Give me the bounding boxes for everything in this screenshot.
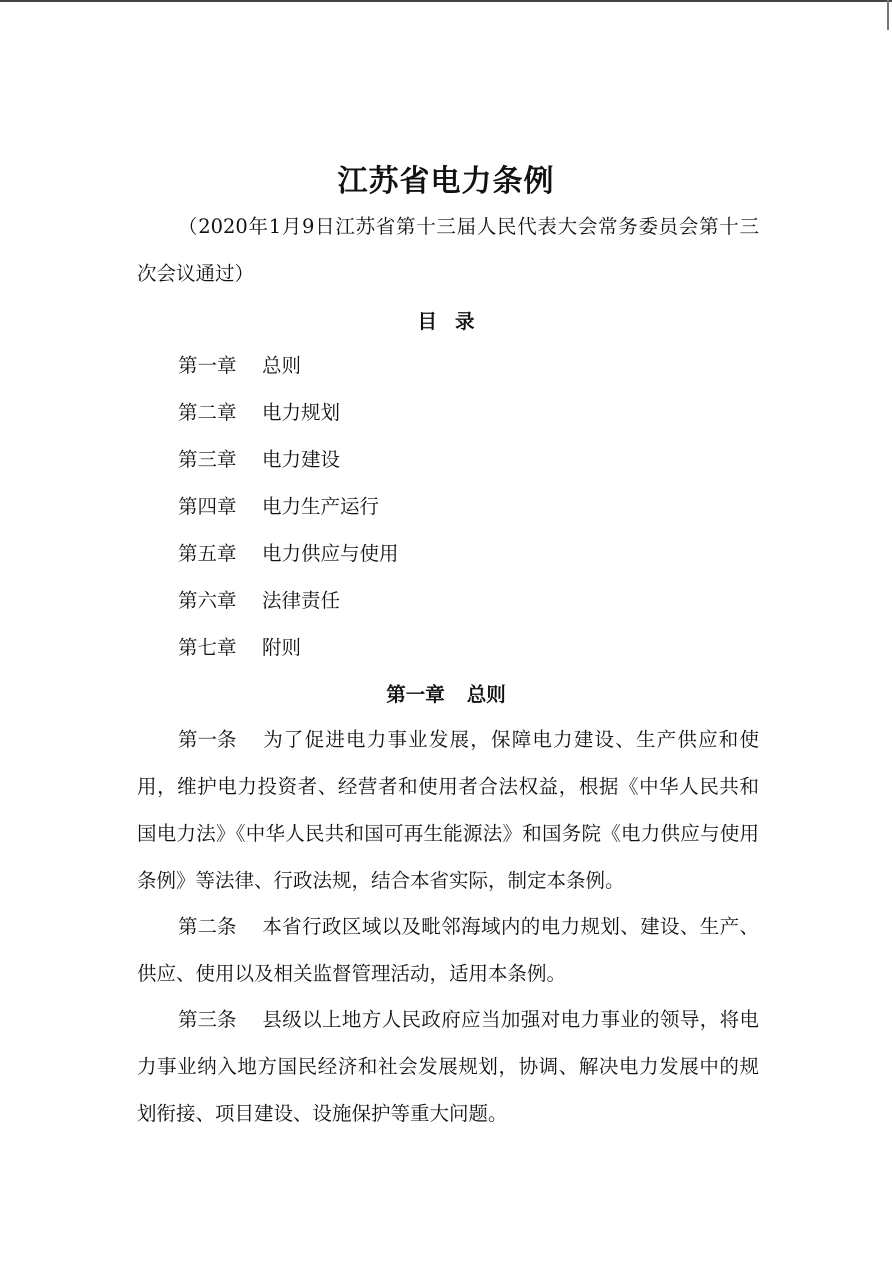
toc-item-title: 附则 [262, 636, 302, 659]
toc-item [178, 436, 399, 483]
toc-item-number: 第六章 [178, 589, 237, 612]
toc-item-number: 第七章 [178, 636, 237, 659]
document-title: 江苏省电力条例 [337, 164, 555, 199]
toc-item-title: 总则 [262, 354, 302, 377]
toc-item-title: 电力供应与使用 [262, 542, 399, 565]
toc-item-number: 第二章 [178, 401, 237, 424]
table-of-contents [178, 342, 399, 671]
toc-item [178, 624, 399, 671]
toc-item [178, 530, 399, 577]
toc-heading-left: 目 [417, 310, 437, 333]
document-subtitle: （2020年1月9日江苏省第十三届人民代表大会常务委员会第十三次会议通过） [137, 215, 759, 285]
chapter-number: 第一章 [386, 683, 445, 706]
toc-item-title: 电力建设 [262, 448, 341, 471]
article-3 [137, 996, 759, 1137]
toc-item-number: 第一章 [178, 354, 237, 377]
toc-item-title: 电力生产运行 [262, 495, 380, 518]
page-top-border [0, 0, 892, 2]
article-text: 为了促进电力事业发展，保障电力建设、生产供应和使用，维护电力投资者、经营者和使用者合法权益，根据《中华人民共和国电力法》《中华人民共和国可再生能源法》和国务院《电力供应与使用条例》等法律、行政法规，结合本省实际，制定本条例。 [137, 728, 759, 892]
article-2 [137, 903, 759, 997]
article-number: 第三条 [178, 1008, 237, 1031]
toc-heading [0, 306, 892, 334]
toc-item-number: 第三章 [178, 448, 237, 471]
toc-item [178, 389, 399, 436]
toc-item-number: 第五章 [178, 542, 237, 565]
article-text: 本省行政区域以及毗邻海域内的电力规划、建设、生产、供应、使用以及相关监督管理活动，适用本条例。 [137, 915, 759, 985]
chapter-heading [0, 679, 892, 707]
article-text: 县级以上地方人民政府应当加强对电力事业的领导，将电力事业纳入地方国民经济和社会发展规划，协调、解决电力发展中的规划衔接、项目建设、设施保护等重大问题。 [137, 1008, 759, 1125]
toc-item-title: 法律责任 [262, 589, 341, 612]
toc-item-title: 电力规划 [262, 401, 341, 424]
chapter-title: 总则 [466, 683, 506, 706]
page-right-border [887, 0, 889, 30]
toc-item [178, 483, 399, 530]
article-1 [137, 716, 759, 904]
toc-item [178, 342, 399, 389]
toc-heading-right: 录 [455, 310, 475, 333]
toc-item [178, 577, 399, 624]
article-number: 第二条 [178, 915, 237, 938]
article-number: 第一条 [178, 728, 237, 751]
toc-item-number: 第四章 [178, 495, 237, 518]
